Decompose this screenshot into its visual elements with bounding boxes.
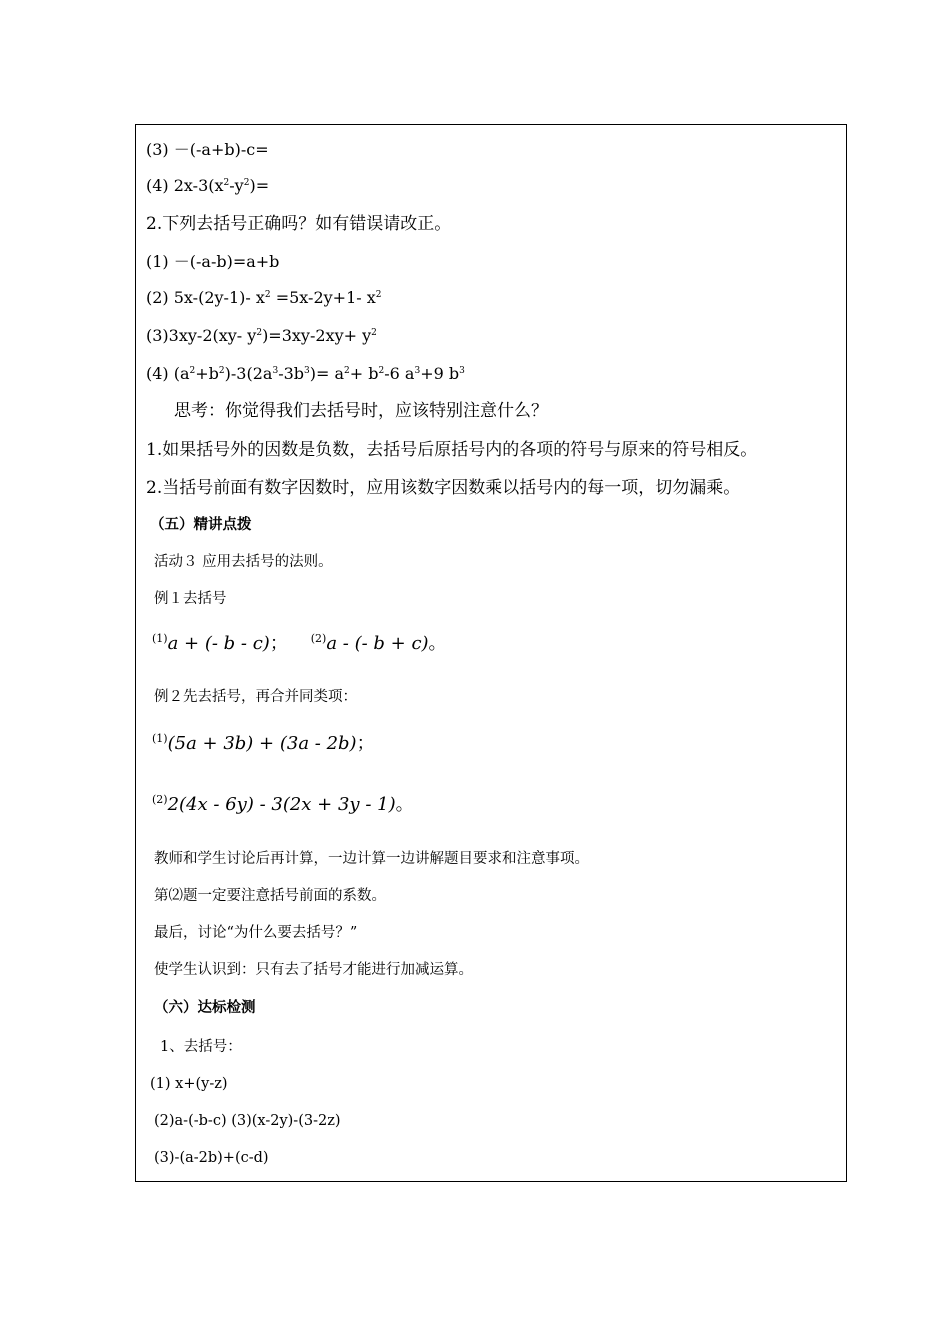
check-item-3: (3)3xy-2(xy- $y^2)=3xy-2xy+ y^2$: [146, 326, 377, 345]
section-heading-6: （六）达标检测: [154, 999, 256, 1016]
check-item-1: (1) －(-a-b)=a+b: [146, 252, 280, 271]
example-1-expressions: $^{(1)}$a + (- b - c)； $^{(2)}$a - (- b + c)。: [152, 632, 447, 654]
test-item-2: (2)a-(-b-c) (3)(x-2y)-(3-2z): [154, 1113, 341, 1129]
coefficient-note: 第⑵题一定要注意括号前面的系数。: [154, 888, 386, 904]
exercise-4: (4) $2x-3(x^2-y^2)=$: [146, 176, 270, 195]
answer-2: 2.当括号前面有数字因数时，应用该数字因数乘以括号内的每一项，切勿漏乘。: [146, 478, 741, 498]
exercise-3: (3) －(-a+b)-c=: [146, 140, 269, 159]
check-item-2: (2) 5x-(2y-1)- $x^2 =5x-2y+1-$ $x^2$: [146, 288, 382, 307]
teacher-note: 教师和学生讨论后再计算，一边计算一边讲解题目要求和注意事项。: [154, 851, 589, 867]
example-2-expression-1: $^{(1)}$(5a + 3b) + (3a - 2b)；: [152, 732, 375, 754]
example-2-expression-2: $^{(2)}$2(4x - 6y) - 3(2x + 3y - 1)。: [152, 793, 414, 815]
think-question: 思考：你觉得我们去括号时，应该特别注意什么？: [174, 401, 548, 421]
conclusion-note: 使学生认识到：只有去了括号才能进行加减运算。: [154, 962, 473, 978]
answer-1: 1.如果括号外的因数是负数，去括号后原括号内的各项的符号与原来的符号相反。: [146, 440, 758, 460]
test-item-1: (1) x+(y-z): [150, 1076, 228, 1092]
discussion-note: 最后，讨论“为什么要去括号？”: [154, 925, 358, 941]
check-item-4: (4) $(a^2+b^2)-3(2a^3-3b^3)= a^2+ b^2-6$ $a^3+9$ $b^3$: [146, 364, 465, 383]
example-2-heading: 例２先去括号，再合并同类项：: [154, 689, 357, 705]
section-heading-5: （五）精讲点拨: [150, 516, 252, 533]
test-item-3: (3)-(a-2b)+(c-d): [154, 1150, 269, 1166]
question-2-heading: 2.下列去括号正确吗？如有错误请改正。: [146, 214, 452, 234]
example-1-heading: 例１去括号: [154, 591, 227, 607]
activity-3: 活动３ 应用去括号的法则。: [154, 554, 333, 570]
test-1-heading: 1、去括号：: [160, 1039, 242, 1055]
